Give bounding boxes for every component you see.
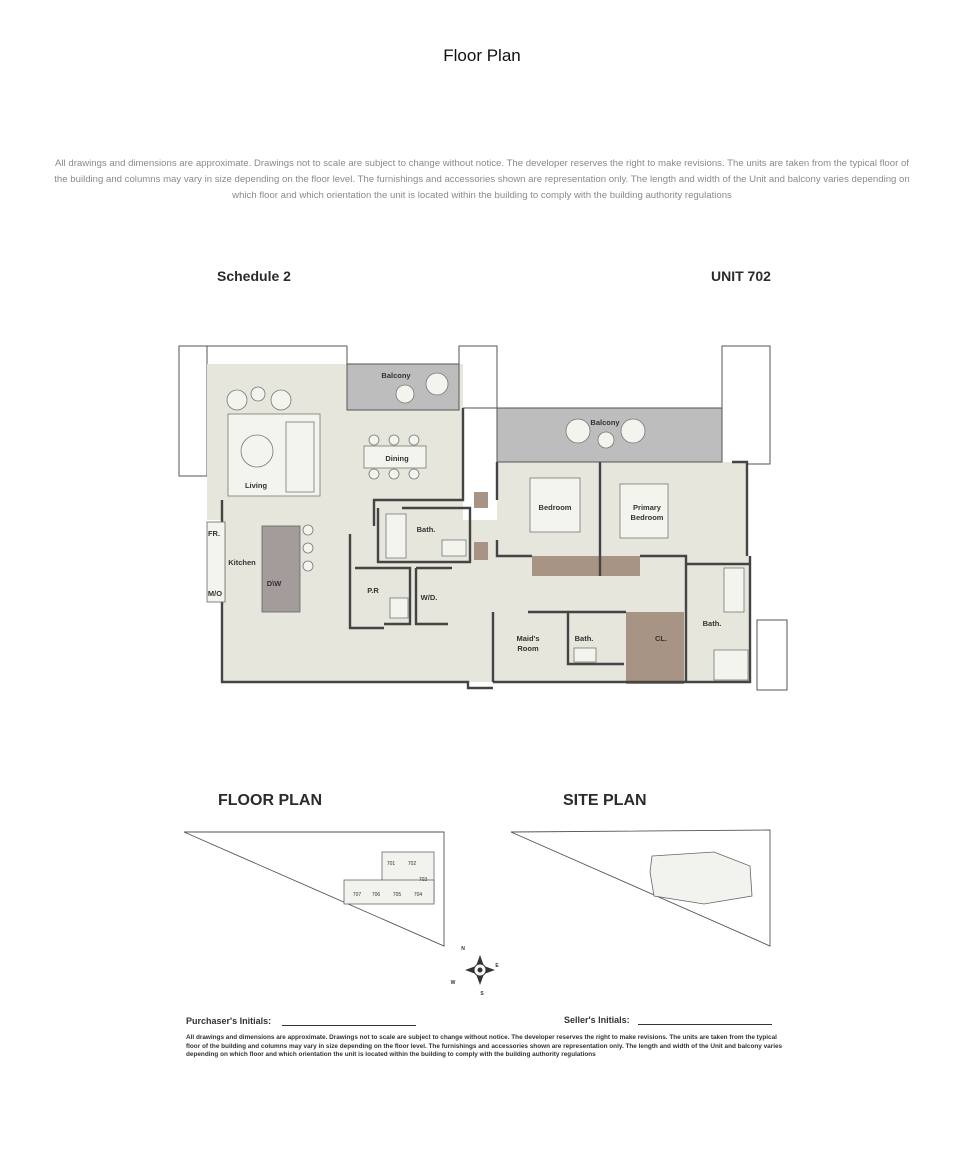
room-label-bath-main: Bath. (416, 525, 436, 534)
room-label-powder-room: P.R (367, 586, 379, 595)
room-label-washer-dryer: W/D. (420, 593, 438, 602)
purchaser-initials-line[interactable] (282, 1025, 416, 1026)
room-label-bath-primary: Bath. (702, 619, 722, 628)
key-unit-label: 705 (392, 892, 402, 898)
key-unit-label: 703 (418, 877, 428, 883)
room-label-dishwasher: D\W (266, 579, 282, 588)
purchaser-initials-label: Purchaser's Initials: (186, 1016, 272, 1026)
room-label-primary-2: Bedroom (630, 513, 664, 522)
schedule-label: Schedule 2 (217, 268, 291, 284)
compass (465, 955, 495, 985)
page-title: Floor Plan (443, 46, 521, 65)
room-label-closet: CL. (654, 634, 668, 643)
compass-n: N (461, 946, 465, 952)
unit-label: UNIT 702 (711, 268, 771, 284)
key-unit-label: 706 (371, 892, 381, 898)
key-unit-label: 704 (413, 892, 423, 898)
key-unit-label: 707 (352, 892, 362, 898)
site-plan-building (650, 852, 752, 904)
room-label-maid-1: Maid's (516, 634, 540, 643)
room-label-balcony-left: Balcony (381, 371, 411, 380)
room-label-fridge: FR. (207, 529, 221, 538)
room-label-bath-maid: Bath. (574, 634, 594, 643)
floor-plan-heading: FLOOR PLAN (218, 792, 322, 809)
disclaimer-top: All drawings and dimensions are approximate. Drawings not to scale are subject to change without notice. The developer reserves the right to make revisions. The units are taken from the typical floor of the building and columns may vary in size depending on the floor level. The furnishings and accessories shown are representation only. The length and width of the Unit and balcony varies depending on which floor and which orientation the unit is located within the building to comply with the building authority regulations (54, 158, 910, 201)
seller-initials-line[interactable] (638, 1024, 772, 1025)
room-label-maid-2: Room (517, 644, 539, 653)
room-label-kitchen: Kitchen (228, 558, 256, 567)
key-unit-label: 702 (407, 861, 417, 867)
seller-initials-label: Seller's Initials: (564, 1015, 630, 1025)
room-label-bedroom: Bedroom (538, 503, 572, 512)
compass-e: E (495, 963, 499, 969)
room-label-primary-1: Primary (633, 503, 661, 512)
compass-s: S (480, 991, 484, 997)
key-unit-label: 701 (386, 861, 396, 867)
compass-w: W (450, 980, 456, 986)
room-label-living: Living (244, 481, 268, 490)
room-label-microwave: M/O (207, 589, 223, 598)
disclaimer-bottom: All drawings and dimensions are approximate. Drawings not to scale are subject to change without notice. The developer reserves the right to make revisions. The units are taken from the typical floor of the building and columns may vary in size depending on the floor level. The furnishings and accessories shown are representation only. The length and width of the Unit and balcony varies depending on which floor and which orientation the unit is located within the building to comply with the building authority regulations (186, 1034, 783, 1059)
room-label-dining: Dining (385, 454, 409, 463)
room-label-balcony-right: Balcony (590, 418, 620, 427)
site-plan-heading: SITE PLAN (563, 792, 647, 809)
